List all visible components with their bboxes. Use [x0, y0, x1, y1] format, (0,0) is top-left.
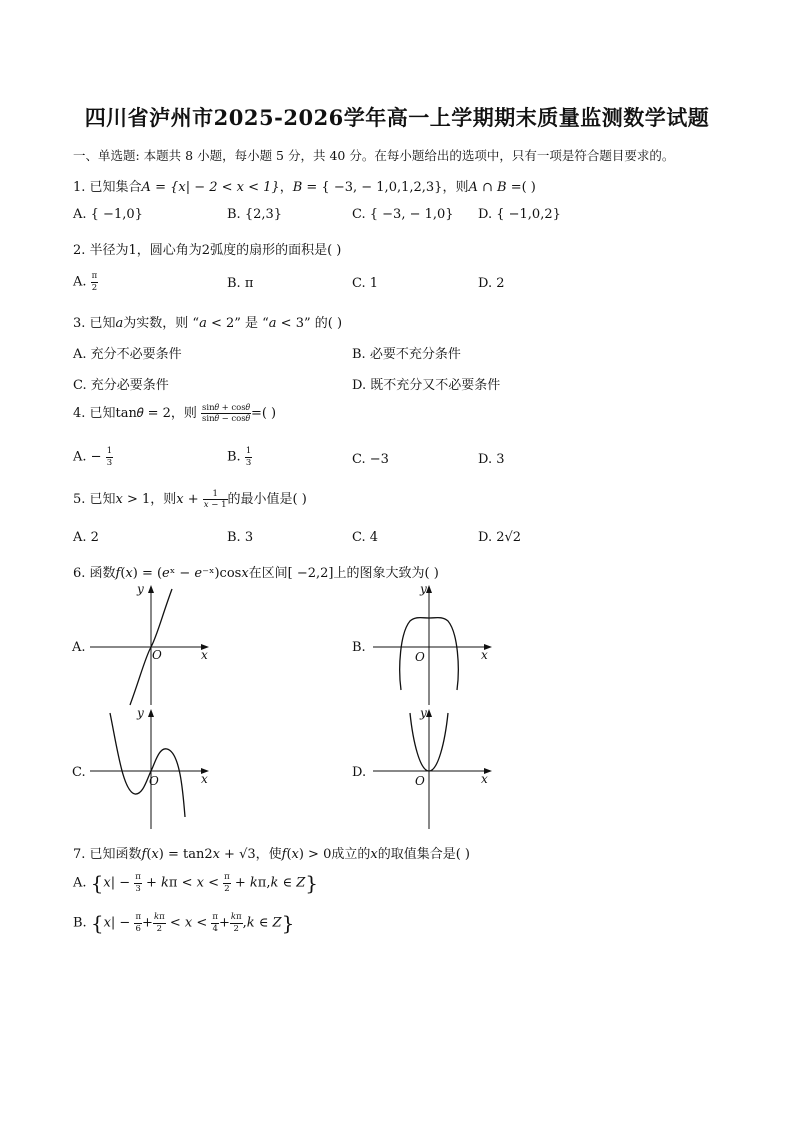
fraction-denominator: 2	[224, 883, 230, 894]
q7-b-plus: +	[142, 915, 153, 931]
fraction-denominator: 2	[156, 923, 163, 934]
q1-then: ，则	[442, 180, 469, 195]
q5-option-d[interactable]: D. 2√2	[478, 530, 522, 545]
q7-b-prefix: 𝑥| −	[103, 915, 131, 931]
q3-option-a[interactable]: A. 充分不必要条件	[73, 347, 182, 362]
q5-option-a[interactable]: A. 2	[73, 530, 99, 545]
curve	[110, 713, 185, 817]
q7-a-fraction-1	[134, 873, 142, 893]
fraction-denominator: sin𝜃 − cos𝜃	[202, 414, 250, 424]
q1-option-c[interactable]: C. { −3, − 1,0}	[352, 207, 454, 222]
q7-b-fraction-1	[134, 913, 142, 933]
q1-intersection: 𝐴 ∩ 𝐵 =	[468, 180, 522, 195]
left-brace-icon: {	[90, 871, 104, 895]
q2-option-d[interactable]: D. 2	[478, 276, 505, 291]
question-2-stem: 2. 半径为1，圆心角为2弧度的扇形的面积是( )	[73, 243, 342, 258]
q4-option-d[interactable]: D. 3	[478, 452, 505, 467]
q3-option-c[interactable]: C. 充分必要条件	[73, 378, 169, 393]
q5-option-c[interactable]: C. 4	[352, 530, 379, 545]
fraction-numerator: 𝑘π	[153, 912, 165, 922]
question-6-stem: 6. 函数𝑓(𝑥) = (𝑒ˣ − 𝑒⁻ˣ)cos𝑥在区间[ −2,2]上的图象大致为( )	[73, 566, 439, 581]
q4-option-b[interactable]	[227, 447, 252, 467]
y-axis-label: y	[137, 582, 144, 596]
q7-b-suffix: ,𝑘 ∈ 𝑍	[242, 915, 282, 931]
fraction-denominator: 6	[135, 923, 141, 934]
q5-option-b[interactable]: B. 3	[227, 530, 254, 545]
q4-option-a-fraction	[106, 447, 113, 467]
q6-option-c-label[interactable]: C.	[72, 765, 86, 780]
q7-a-middle: + 𝑘π < 𝑥 <	[146, 875, 219, 891]
q1-option-b[interactable]: B. {2,3}	[227, 207, 283, 222]
q4-blank: =( )	[250, 406, 277, 421]
q6-option-a-label[interactable]: A.	[72, 640, 86, 655]
q7-option-b-label: B.	[73, 915, 87, 931]
q6-graph-b	[368, 583, 498, 708]
fraction-numerator: sin𝜃 + cos𝜃	[202, 402, 250, 413]
origin-label: O	[415, 650, 425, 664]
q6-graph-d	[368, 707, 498, 832]
origin-label: O	[415, 774, 425, 788]
left-brace-icon: {	[90, 911, 104, 935]
q7-b-middle: < 𝑥 <	[169, 915, 208, 931]
fraction-denominator: 𝑥 − 1	[203, 500, 227, 510]
q5-fraction	[203, 490, 228, 510]
q1-text: 1. 已知集合	[73, 180, 142, 195]
y-axis-label: y	[137, 706, 144, 720]
fraction-denominator: 4	[212, 923, 218, 934]
x-axis-label: x	[481, 648, 488, 662]
q7-b-plus-2: +	[218, 915, 230, 931]
q5-text: 5. 已知𝑥 > 1，则𝑥 +	[73, 492, 199, 507]
q7-a-prefix: 𝑥| −	[103, 875, 131, 891]
x-axis-label: x	[201, 648, 208, 662]
y-axis-arrow-icon	[426, 585, 432, 593]
page-title: 四川省泸州市2025-2026学年高一上学期期末质量监测数学试题	[84, 105, 710, 130]
q1-set-a: 𝐴 = {𝑥| − 2 < 𝑥 < 1}	[141, 180, 280, 195]
question-7-stem: 7. 已知函数𝑓(𝑥) = tan2𝑥 + √3，使𝑓(𝑥) > 0成立的𝑥的取值集合是( )	[73, 847, 470, 862]
fraction-numerator: π	[91, 271, 98, 281]
q6-graph-c	[85, 707, 215, 832]
q4-option-a[interactable]	[73, 447, 113, 467]
fraction-numerator: π	[135, 872, 141, 882]
fraction-numerator: π	[224, 872, 230, 882]
fraction-numerator: π	[212, 912, 218, 922]
q1-option-d[interactable]: D. { −1,0,2}	[478, 207, 561, 222]
q4-option-b-fraction	[245, 447, 252, 467]
x-axis-label: x	[481, 772, 488, 786]
q4-option-a-label: A. −	[73, 449, 102, 465]
q2-option-c[interactable]: C. 1	[352, 276, 379, 291]
y-axis-arrow-icon	[148, 585, 154, 593]
y-axis-label: y	[420, 582, 427, 596]
q3-option-b[interactable]: B. 必要不充分条件	[352, 347, 461, 362]
q2-option-a-label: A.	[73, 274, 87, 290]
q2-option-a[interactable]	[73, 272, 98, 292]
y-axis-label: y	[420, 706, 427, 720]
q7-option-a[interactable]	[73, 873, 318, 893]
y-axis-arrow-icon	[426, 709, 432, 717]
fraction-numerator: 𝑘π	[230, 912, 242, 922]
fraction-denominator: 3	[106, 457, 113, 468]
question-1-stem	[73, 176, 536, 195]
section-header: 一、单选题: 本题共 8 小题，每小题 5 分，共 40 分。在每小题给出的选项中，只有一项是符合题目要求的。	[73, 148, 675, 163]
fraction-denominator: 3	[245, 457, 252, 468]
q4-option-c[interactable]: C. −3	[352, 452, 389, 467]
q1-comma: ，	[279, 180, 293, 195]
q7-b-fraction-2	[153, 913, 166, 933]
q6-graph-a	[85, 583, 215, 708]
q7-b-fraction-4	[230, 913, 243, 933]
fraction-numerator: 1	[106, 446, 113, 456]
fraction-numerator: 1	[245, 446, 252, 456]
q7-a-fraction-2	[223, 873, 231, 893]
question-5-stem	[73, 488, 307, 510]
q1-option-a[interactable]: A. { −1,0}	[73, 207, 143, 222]
q1-blank: ( )	[521, 180, 536, 195]
q5-blank: 的最小值是( )	[227, 492, 307, 507]
question-3-stem: 3. 已知𝑎为实数，则 “𝑎 < 2” 是 “𝑎 < 3” 的( )	[73, 316, 343, 331]
q6-option-b-label[interactable]: B.	[352, 640, 366, 655]
fraction-denominator: 2	[91, 282, 98, 293]
y-axis-arrow-icon	[148, 709, 154, 717]
q6-option-d-label[interactable]: D.	[352, 765, 367, 780]
fraction-denominator: 3	[135, 883, 141, 894]
q4-fraction	[201, 404, 251, 424]
right-brace-icon: }	[281, 911, 295, 935]
fraction-numerator: π	[135, 912, 142, 922]
origin-label: O	[149, 774, 159, 788]
x-axis-label: x	[201, 772, 208, 786]
q1-set-b: 𝐵 = { −3, − 1,0,1,2,3}	[292, 180, 443, 195]
q7-option-b[interactable]	[73, 913, 294, 933]
q4-text: 4. 已知tan𝜃 = 2，则	[73, 406, 197, 421]
q2-option-a-fraction	[91, 272, 99, 292]
right-brace-icon: }	[305, 871, 318, 895]
q3-option-d[interactable]: D. 既不充分又不必要条件	[352, 378, 501, 393]
origin-label: O	[152, 648, 162, 662]
q2-option-b[interactable]: B. π	[227, 276, 254, 291]
q4-option-b-label: B.	[227, 449, 241, 465]
q7-option-a-label: A.	[73, 875, 87, 891]
fraction-denominator: 2	[233, 923, 239, 934]
q7-b-fraction-3	[211, 913, 219, 933]
question-4-stem	[73, 402, 276, 424]
q7-a-suffix: + 𝑘π,𝑘 ∈ 𝑍	[234, 875, 306, 891]
fraction-numerator: 1	[203, 490, 228, 501]
